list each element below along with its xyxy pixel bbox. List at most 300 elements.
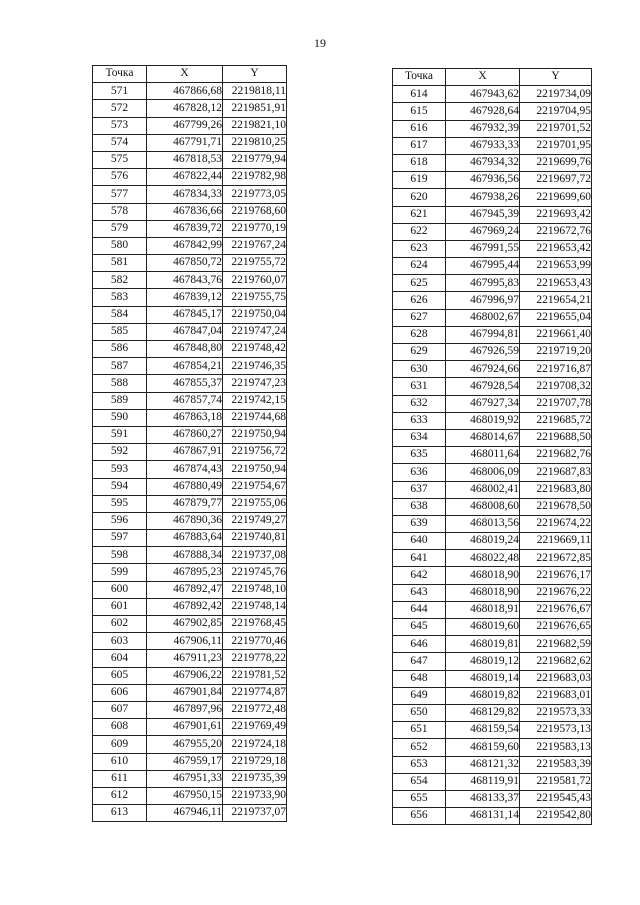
y-coordinate-cell: 2219779,94 (223, 151, 287, 168)
y-coordinate-cell: 2219818,11 (223, 83, 287, 100)
point-number-cell: 619 (393, 172, 446, 189)
table-row (393, 120, 592, 137)
x-coordinate-cell: 467867,91 (147, 444, 223, 461)
table-row (393, 206, 592, 223)
y-coordinate-cell: 2219676,22 (520, 584, 592, 601)
table-row (393, 223, 592, 240)
table-row (93, 719, 287, 736)
point-number-cell: 634 (393, 429, 446, 446)
y-coordinate-cell: 2219581,72 (520, 773, 592, 790)
point-number-cell: 622 (393, 223, 446, 240)
x-coordinate-cell: 467842,99 (147, 237, 223, 254)
table-row (393, 412, 592, 429)
x-coordinate-cell: 467924,66 (446, 361, 520, 378)
table-row (93, 633, 287, 650)
table-row (393, 653, 592, 670)
point-number-cell: 609 (93, 736, 147, 753)
y-coordinate-cell: 2219653,42 (520, 240, 592, 257)
y-coordinate-cell: 2219719,20 (520, 344, 592, 361)
y-coordinate-cell: 2219683,03 (520, 670, 592, 687)
x-coordinate-cell: 468022,48 (446, 550, 520, 567)
y-coordinate-cell: 2219678,50 (520, 498, 592, 515)
point-number-cell: 586 (93, 341, 147, 358)
table-row (93, 598, 287, 615)
y-coordinate-cell: 2219654,21 (520, 292, 592, 309)
table-row (93, 409, 287, 426)
table-row (393, 498, 592, 515)
x-coordinate-cell: 468019,81 (446, 636, 520, 653)
y-coordinate-cell: 2219750,94 (223, 461, 287, 478)
y-coordinate-cell: 2219744,68 (223, 409, 287, 426)
table-row (393, 378, 592, 395)
point-number-cell: 575 (93, 151, 147, 168)
y-coordinate-cell: 2219745,76 (223, 564, 287, 581)
point-number-cell: 643 (393, 584, 446, 601)
x-coordinate-cell: 467857,74 (147, 392, 223, 409)
point-number-cell: 649 (393, 687, 446, 704)
table-row (93, 770, 287, 787)
y-coordinate-cell: 2219772,48 (223, 701, 287, 718)
y-coordinate-cell: 2219683,01 (520, 687, 592, 704)
table-row (393, 481, 592, 498)
point-number-cell: 572 (93, 100, 147, 117)
table-row (93, 289, 287, 306)
table-row (93, 564, 287, 581)
table-row (93, 151, 287, 168)
x-coordinate-cell: 467901,84 (147, 684, 223, 701)
y-coordinate-cell: 2219821,10 (223, 117, 287, 134)
coordinates-table-left (92, 65, 287, 822)
table-row (393, 739, 592, 756)
point-number-cell: 592 (93, 444, 147, 461)
point-number-cell: 611 (93, 770, 147, 787)
x-coordinate-cell: 468019,60 (446, 619, 520, 636)
x-coordinate-cell: 467991,55 (446, 240, 520, 257)
table-row (93, 616, 287, 633)
y-coordinate-cell: 2219748,42 (223, 341, 287, 358)
point-number-cell: 579 (93, 220, 147, 237)
point-number-cell: 638 (393, 498, 446, 515)
x-coordinate-cell: 467906,22 (147, 667, 223, 684)
table-row (93, 461, 287, 478)
x-coordinate-cell: 467936,56 (446, 172, 520, 189)
y-coordinate-cell: 2219701,52 (520, 120, 592, 137)
table-header-row (93, 66, 287, 83)
y-coordinate-cell: 2219583,39 (520, 756, 592, 773)
point-number-cell: 583 (93, 289, 147, 306)
x-coordinate-cell: 467880,49 (147, 478, 223, 495)
column-header-y: Y (520, 69, 592, 86)
point-number-cell: 646 (393, 636, 446, 653)
x-coordinate-cell: 467847,04 (147, 323, 223, 340)
x-coordinate-cell: 467928,64 (446, 103, 520, 120)
y-coordinate-cell: 2219742,15 (223, 392, 287, 409)
y-coordinate-cell: 2219755,06 (223, 495, 287, 512)
table-row (93, 478, 287, 495)
y-coordinate-cell: 2219729,18 (223, 753, 287, 770)
y-coordinate-cell: 2219748,10 (223, 581, 287, 598)
point-number-cell: 633 (393, 412, 446, 429)
x-coordinate-cell: 468131,14 (446, 808, 520, 825)
y-coordinate-cell: 2219748,14 (223, 598, 287, 615)
point-number-cell: 644 (393, 601, 446, 618)
point-number-cell: 593 (93, 461, 147, 478)
x-coordinate-cell: 467892,42 (147, 598, 223, 615)
point-number-cell: 626 (393, 292, 446, 309)
table-header-row (393, 69, 592, 86)
point-number-cell: 641 (393, 550, 446, 567)
table-row (393, 756, 592, 773)
table-row (393, 601, 592, 618)
y-coordinate-cell: 2219770,46 (223, 633, 287, 650)
y-coordinate-cell: 2219750,94 (223, 426, 287, 443)
x-coordinate-cell: 467874,43 (147, 461, 223, 478)
y-coordinate-cell: 2219778,22 (223, 650, 287, 667)
x-coordinate-cell: 467860,27 (147, 426, 223, 443)
x-coordinate-cell: 468119,91 (446, 773, 520, 790)
table-row (393, 258, 592, 275)
point-number-cell: 640 (393, 533, 446, 550)
x-coordinate-cell: 467943,62 (446, 86, 520, 103)
x-coordinate-cell: 467902,85 (147, 616, 223, 633)
point-number-cell: 647 (393, 653, 446, 670)
column-header-point: Точка (393, 69, 446, 86)
x-coordinate-cell: 468013,56 (446, 515, 520, 532)
table-row (393, 808, 592, 825)
y-coordinate-cell: 2219685,72 (520, 412, 592, 429)
y-coordinate-cell: 2219676,67 (520, 601, 592, 618)
table-row (393, 447, 592, 464)
point-number-cell: 577 (93, 186, 147, 203)
point-number-cell: 650 (393, 704, 446, 721)
point-number-cell: 595 (93, 495, 147, 512)
table-row (93, 220, 287, 237)
point-number-cell: 651 (393, 722, 446, 739)
x-coordinate-cell: 467928,54 (446, 378, 520, 395)
y-coordinate-cell: 2219676,17 (520, 567, 592, 584)
table-row (93, 805, 287, 822)
x-coordinate-cell: 468019,24 (446, 533, 520, 550)
y-coordinate-cell: 2219682,59 (520, 636, 592, 653)
point-number-cell: 648 (393, 670, 446, 687)
x-coordinate-cell: 467901,61 (147, 719, 223, 736)
column-header-x: X (446, 69, 520, 86)
point-number-cell: 578 (93, 203, 147, 220)
table-row (93, 169, 287, 186)
table-row (393, 154, 592, 171)
x-coordinate-cell: 468159,60 (446, 739, 520, 756)
x-coordinate-cell: 468121,32 (446, 756, 520, 773)
x-coordinate-cell: 467926,59 (446, 344, 520, 361)
point-number-cell: 653 (393, 756, 446, 773)
y-coordinate-cell: 2219672,85 (520, 550, 592, 567)
x-coordinate-cell: 467938,26 (446, 189, 520, 206)
table-row (393, 395, 592, 412)
point-number-cell: 585 (93, 323, 147, 340)
table-row (93, 117, 287, 134)
y-coordinate-cell: 2219773,05 (223, 186, 287, 203)
x-coordinate-cell: 468006,09 (446, 464, 520, 481)
x-coordinate-cell: 467995,44 (446, 258, 520, 275)
x-coordinate-cell: 468019,92 (446, 412, 520, 429)
x-coordinate-cell: 467996,97 (446, 292, 520, 309)
y-coordinate-cell: 2219699,76 (520, 154, 592, 171)
point-number-cell: 589 (93, 392, 147, 409)
table-row (93, 358, 287, 375)
table-row (93, 237, 287, 254)
x-coordinate-cell: 467866,68 (147, 83, 223, 100)
x-coordinate-cell: 467933,33 (446, 137, 520, 154)
x-coordinate-cell: 467799,26 (147, 117, 223, 134)
coordinates-table-right (392, 68, 592, 825)
point-number-cell: 608 (93, 719, 147, 736)
table-row (393, 670, 592, 687)
point-number-cell: 623 (393, 240, 446, 257)
point-number-cell: 606 (93, 684, 147, 701)
y-coordinate-cell: 2219737,07 (223, 805, 287, 822)
y-coordinate-cell: 2219655,04 (520, 309, 592, 326)
y-coordinate-cell: 2219760,07 (223, 272, 287, 289)
x-coordinate-cell: 468018,91 (446, 601, 520, 618)
point-number-cell: 615 (393, 103, 446, 120)
point-number-cell: 594 (93, 478, 147, 495)
table-row (93, 203, 287, 220)
table-row (93, 134, 287, 151)
x-coordinate-cell: 468018,90 (446, 567, 520, 584)
x-coordinate-cell: 467945,39 (446, 206, 520, 223)
table-row (93, 444, 287, 461)
y-coordinate-cell: 2219755,72 (223, 255, 287, 272)
point-number-cell: 620 (393, 189, 446, 206)
x-coordinate-cell: 467955,20 (147, 736, 223, 753)
x-coordinate-cell: 467839,72 (147, 220, 223, 237)
table-row (93, 341, 287, 358)
x-coordinate-cell: 467854,21 (147, 358, 223, 375)
y-coordinate-cell: 2219724,18 (223, 736, 287, 753)
y-coordinate-cell: 2219693,42 (520, 206, 592, 223)
table-row (393, 429, 592, 446)
x-coordinate-cell: 467834,33 (147, 186, 223, 203)
point-number-cell: 600 (93, 581, 147, 598)
point-number-cell: 628 (393, 326, 446, 343)
point-number-cell: 635 (393, 447, 446, 464)
point-number-cell: 654 (393, 773, 446, 790)
point-number-cell: 588 (93, 375, 147, 392)
x-coordinate-cell: 467839,12 (147, 289, 223, 306)
table-row (393, 533, 592, 550)
y-coordinate-cell: 2219682,76 (520, 447, 592, 464)
y-coordinate-cell: 2219672,76 (520, 223, 592, 240)
y-coordinate-cell: 2219782,98 (223, 169, 287, 186)
table-row (393, 326, 592, 343)
y-coordinate-cell: 2219716,87 (520, 361, 592, 378)
table-row (93, 100, 287, 117)
point-number-cell: 591 (93, 426, 147, 443)
y-coordinate-cell: 2219781,52 (223, 667, 287, 684)
point-number-cell: 637 (393, 481, 446, 498)
point-number-cell: 607 (93, 701, 147, 718)
table-row (393, 515, 592, 532)
x-coordinate-cell: 467950,15 (147, 787, 223, 804)
point-number-cell: 582 (93, 272, 147, 289)
point-number-cell: 613 (93, 805, 147, 822)
table-row (93, 512, 287, 529)
point-number-cell: 617 (393, 137, 446, 154)
point-number-cell: 597 (93, 530, 147, 547)
y-coordinate-cell: 2219737,08 (223, 547, 287, 564)
point-number-cell: 627 (393, 309, 446, 326)
point-number-cell: 610 (93, 753, 147, 770)
y-coordinate-cell: 2219746,35 (223, 358, 287, 375)
y-coordinate-cell: 2219756,72 (223, 444, 287, 461)
point-number-cell: 573 (93, 117, 147, 134)
table-row (93, 272, 287, 289)
x-coordinate-cell: 467828,12 (147, 100, 223, 117)
table-row (393, 292, 592, 309)
y-coordinate-cell: 2219768,45 (223, 616, 287, 633)
x-coordinate-cell: 467969,24 (446, 223, 520, 240)
table-row (393, 584, 592, 601)
x-coordinate-cell: 467845,17 (147, 306, 223, 323)
table-row (93, 186, 287, 203)
y-coordinate-cell: 2219708,32 (520, 378, 592, 395)
x-coordinate-cell: 468019,14 (446, 670, 520, 687)
table-row (93, 701, 287, 718)
y-coordinate-cell: 2219688,50 (520, 429, 592, 446)
column-header-point: Точка (93, 66, 147, 83)
x-coordinate-cell: 467892,47 (147, 581, 223, 598)
table-row (393, 636, 592, 653)
table-row (393, 687, 592, 704)
y-coordinate-cell: 2219810,25 (223, 134, 287, 151)
table-row (393, 722, 592, 739)
table-row (93, 426, 287, 443)
y-coordinate-cell: 2219740,81 (223, 530, 287, 547)
table-row (393, 361, 592, 378)
table-row (93, 736, 287, 753)
table-row (93, 581, 287, 598)
point-number-cell: 625 (393, 275, 446, 292)
y-coordinate-cell: 2219653,43 (520, 275, 592, 292)
x-coordinate-cell: 468002,41 (446, 481, 520, 498)
column-header-y: Y (223, 66, 287, 83)
x-coordinate-cell: 467897,96 (147, 701, 223, 718)
x-coordinate-cell: 467932,39 (446, 120, 520, 137)
table-row (93, 547, 287, 564)
x-coordinate-cell: 467951,33 (147, 770, 223, 787)
y-coordinate-cell: 2219683,80 (520, 481, 592, 498)
point-number-cell: 645 (393, 619, 446, 636)
y-coordinate-cell: 2219749,27 (223, 512, 287, 529)
point-number-cell: 598 (93, 547, 147, 564)
point-number-cell: 576 (93, 169, 147, 186)
table-row (93, 83, 287, 100)
y-coordinate-cell: 2219770,19 (223, 220, 287, 237)
y-coordinate-cell: 2219733,90 (223, 787, 287, 804)
table-row (393, 344, 592, 361)
x-coordinate-cell: 468008,60 (446, 498, 520, 515)
point-number-cell: 596 (93, 512, 147, 529)
y-coordinate-cell: 2219674,22 (520, 515, 592, 532)
y-coordinate-cell: 2219774,87 (223, 684, 287, 701)
point-number-cell: 629 (393, 344, 446, 361)
table-row (393, 619, 592, 636)
y-coordinate-cell: 2219755,75 (223, 289, 287, 306)
table-row (393, 86, 592, 103)
table-row (93, 787, 287, 804)
y-coordinate-cell: 2219669,11 (520, 533, 592, 550)
x-coordinate-cell: 467911,23 (147, 650, 223, 667)
point-number-cell: 574 (93, 134, 147, 151)
y-coordinate-cell: 2219701,95 (520, 137, 592, 154)
y-coordinate-cell: 2219682,62 (520, 653, 592, 670)
y-coordinate-cell: 2219676,65 (520, 619, 592, 636)
x-coordinate-cell: 468133,37 (446, 790, 520, 807)
point-number-cell: 636 (393, 464, 446, 481)
x-coordinate-cell: 467848,80 (147, 341, 223, 358)
point-number-cell: 612 (93, 787, 147, 804)
point-number-cell: 642 (393, 567, 446, 584)
y-coordinate-cell: 2219851,91 (223, 100, 287, 117)
x-coordinate-cell: 468018,90 (446, 584, 520, 601)
point-number-cell: 656 (393, 808, 446, 825)
table-row (93, 650, 287, 667)
table-row (393, 567, 592, 584)
table-row (393, 790, 592, 807)
point-number-cell: 599 (93, 564, 147, 581)
y-coordinate-cell: 2219653,99 (520, 258, 592, 275)
y-coordinate-cell: 2219699,60 (520, 189, 592, 206)
y-coordinate-cell: 2219747,23 (223, 375, 287, 392)
point-number-cell: 590 (93, 409, 147, 426)
x-coordinate-cell: 468129,82 (446, 704, 520, 721)
point-number-cell: 655 (393, 790, 446, 807)
x-coordinate-cell: 468019,12 (446, 653, 520, 670)
point-number-cell: 601 (93, 598, 147, 615)
y-coordinate-cell: 2219661,40 (520, 326, 592, 343)
x-coordinate-cell: 467836,66 (147, 203, 223, 220)
point-number-cell: 604 (93, 650, 147, 667)
table-row (93, 667, 287, 684)
point-number-cell: 621 (393, 206, 446, 223)
point-number-cell: 602 (93, 616, 147, 633)
table-row (93, 495, 287, 512)
x-coordinate-cell: 467934,32 (446, 154, 520, 171)
point-number-cell: 571 (93, 83, 147, 100)
x-coordinate-cell: 467850,72 (147, 255, 223, 272)
point-number-cell: 624 (393, 258, 446, 275)
point-number-cell: 631 (393, 378, 446, 395)
x-coordinate-cell: 467927,34 (446, 395, 520, 412)
y-coordinate-cell: 2219767,24 (223, 237, 287, 254)
point-number-cell: 630 (393, 361, 446, 378)
x-coordinate-cell: 467888,34 (147, 547, 223, 564)
x-coordinate-cell: 467818,53 (147, 151, 223, 168)
y-coordinate-cell: 2219704,95 (520, 103, 592, 120)
table-row (93, 306, 287, 323)
x-coordinate-cell: 468019,82 (446, 687, 520, 704)
y-coordinate-cell: 2219545,43 (520, 790, 592, 807)
column-header-x: X (147, 66, 223, 83)
table-row (393, 704, 592, 721)
x-coordinate-cell: 467895,23 (147, 564, 223, 581)
table-row (393, 550, 592, 567)
x-coordinate-cell: 467822,44 (147, 169, 223, 186)
y-coordinate-cell: 2219734,09 (520, 86, 592, 103)
table-row (93, 255, 287, 272)
x-coordinate-cell: 467855,37 (147, 375, 223, 392)
y-coordinate-cell: 2219754,67 (223, 478, 287, 495)
